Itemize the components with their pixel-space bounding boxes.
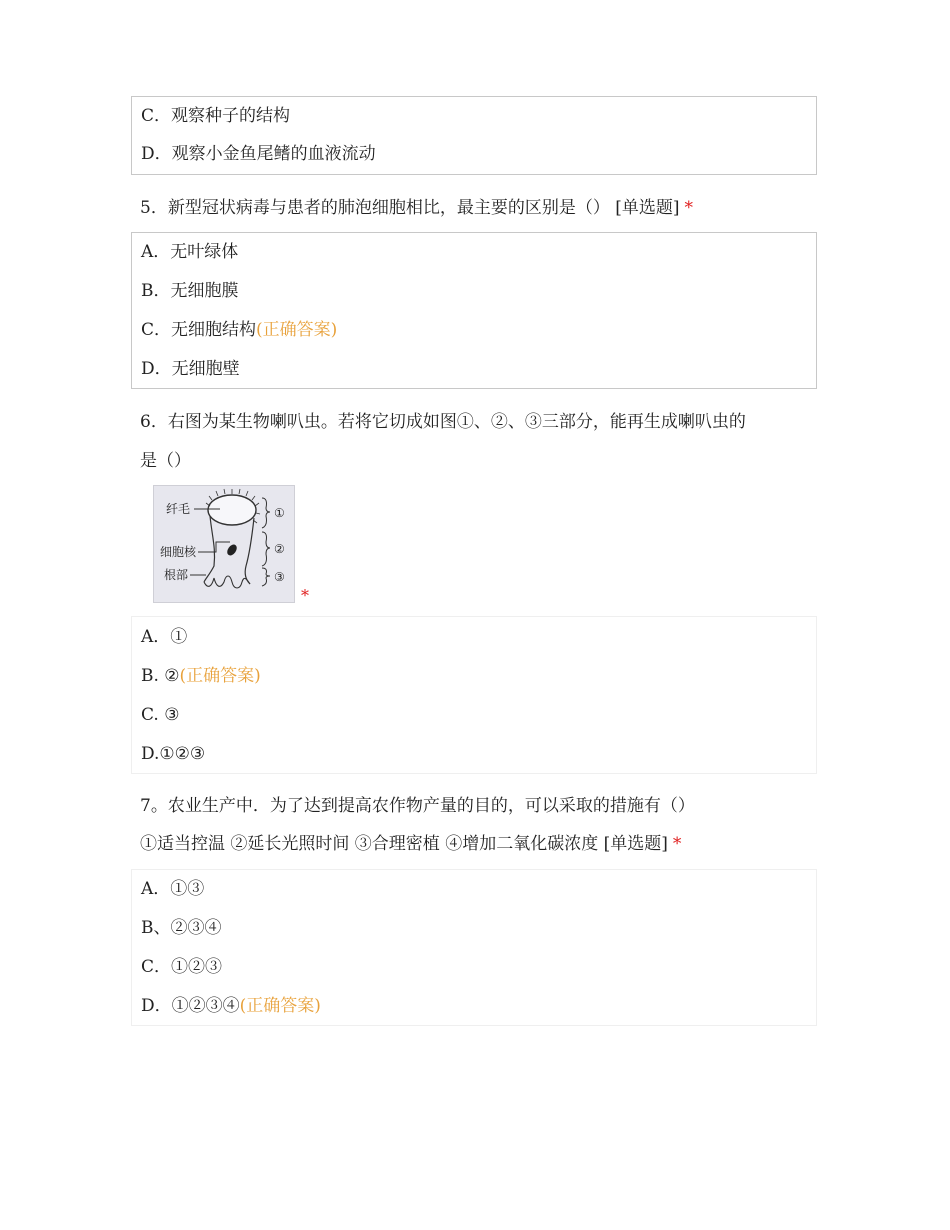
trumpet-worm-figure: [153, 485, 295, 603]
required-mark: *: [672, 834, 682, 854]
option-label: D．①②③④: [141, 996, 240, 1016]
option-d[interactable]: [141, 359, 240, 379]
option-label: A．①: [141, 627, 188, 647]
trumpet-worm-diagram: [154, 486, 294, 602]
question-6-line-2: 是（）: [140, 451, 191, 471]
option-label: A．无叶绿体: [141, 242, 239, 262]
option-label: D.①②③: [141, 744, 206, 764]
correct-answer-tag: (正确答案): [239, 996, 321, 1016]
required-mark: *: [684, 198, 693, 218]
brace-3: [262, 568, 270, 586]
option-label: C．①②③: [141, 957, 223, 977]
option-b[interactable]: [141, 918, 222, 938]
option-label: C. ③: [141, 705, 180, 725]
label-cilia: 纤毛: [166, 502, 191, 516]
q7-options-box: [131, 869, 817, 1026]
option-label: D．观察小金鱼尾鳍的血液流动: [141, 144, 376, 164]
brace-2: [262, 532, 270, 566]
option-c[interactable]: [141, 106, 290, 126]
q4-options-box: [131, 96, 817, 175]
label-nucleus: 细胞核: [160, 545, 197, 559]
cilia-body: [208, 495, 256, 525]
question-6-line-1: 6．右图为某生物喇叭虫。若将它切成如图①、②、③三部分，能再生成喇叭虫的: [140, 412, 746, 432]
option-d[interactable]: [141, 144, 376, 164]
option-b[interactable]: [141, 281, 239, 301]
option-label: C．观察种子的结构: [141, 106, 291, 126]
correct-answer-tag: (正确答案): [179, 666, 261, 686]
option-c[interactable]: [141, 320, 337, 340]
required-mark: *: [301, 586, 309, 605]
nucleus: [225, 543, 238, 557]
correct-answer-tag: (正确答案): [256, 320, 338, 340]
question-5-text: [140, 198, 693, 218]
option-label: A．①③: [141, 879, 205, 899]
option-c[interactable]: [141, 957, 222, 977]
option-b[interactable]: [141, 666, 261, 686]
option-label: B．无细胞膜: [141, 281, 239, 301]
option-a[interactable]: [141, 879, 204, 899]
question-text: 5．新型冠状病毒与患者的肺泡细胞相比，最主要的区别是（） [单选题]: [140, 198, 680, 218]
option-label: C．无细胞结构: [141, 320, 257, 340]
option-label: B. ②: [141, 666, 180, 686]
question-7-line-2: [140, 834, 681, 854]
marker-2: ②: [274, 542, 285, 556]
q5-options-box: [131, 232, 817, 389]
question-text: ①适当控温 ②延长光照时间 ③合理密植 ④增加二氧化碳浓度 [单选题]: [140, 834, 668, 854]
option-d[interactable]: [141, 744, 205, 764]
option-c[interactable]: [141, 705, 179, 725]
question-7-line-1: 7。农业生产中．为了达到提高农作物产量的目的，可以采取的措施有（）: [140, 796, 695, 816]
marker-1: ①: [274, 506, 285, 520]
root-part: [204, 576, 250, 588]
option-label: D．无细胞壁: [141, 359, 240, 379]
label-root: 根部: [164, 568, 189, 582]
option-a[interactable]: [141, 242, 238, 262]
q6-options-box: [131, 616, 817, 774]
brace-1: [262, 498, 270, 528]
option-label: B、②③④: [141, 918, 222, 938]
marker-3: ③: [274, 570, 285, 584]
option-a[interactable]: [141, 627, 187, 647]
option-d[interactable]: [141, 996, 321, 1016]
